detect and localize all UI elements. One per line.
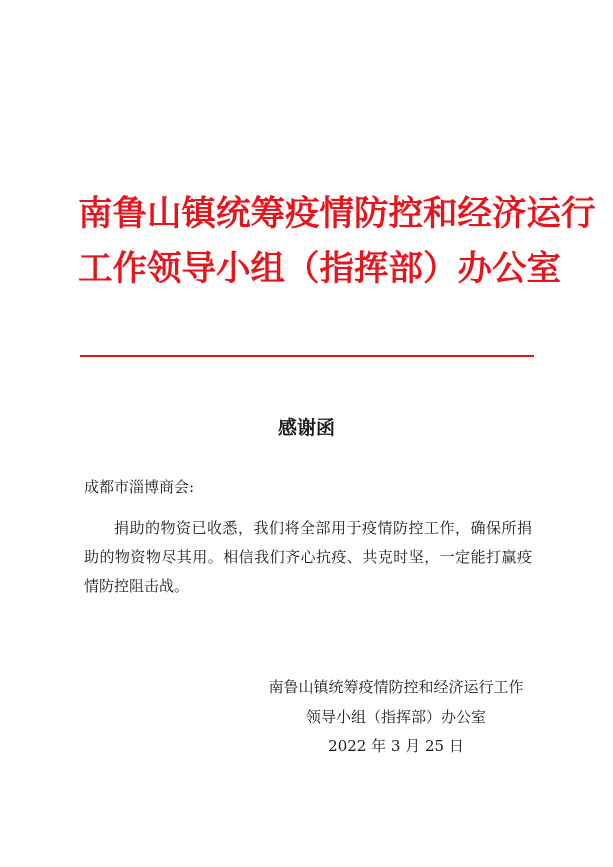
signature-date: 2022 年 3 月 25 日 bbox=[328, 737, 464, 755]
letter-body: 捐助的物资已收悉，我们将全部用于疫情防控工作，确保所捐助的物资物尽其用。相信我们齐心抗疫、共克时坚，一定能打赢疫情防控阻击战。 bbox=[84, 519, 532, 595]
red-divider bbox=[80, 355, 534, 357]
salutation: 成都市淄博商会: bbox=[84, 478, 195, 496]
header-title-line-2: 工作领导小组（指挥部）办公室 bbox=[78, 249, 561, 289]
header-title-line-1: 南鲁山镇统筹疫情防控和经济运行 bbox=[78, 194, 596, 234]
signature-org-line-1: 南鲁山镇统筹疫情防控和经济运行工作 bbox=[268, 678, 524, 696]
signature-org-line-2: 领导小组（指挥部）办公室 bbox=[305, 708, 486, 726]
letter-title: 感谢函 bbox=[277, 417, 335, 439]
